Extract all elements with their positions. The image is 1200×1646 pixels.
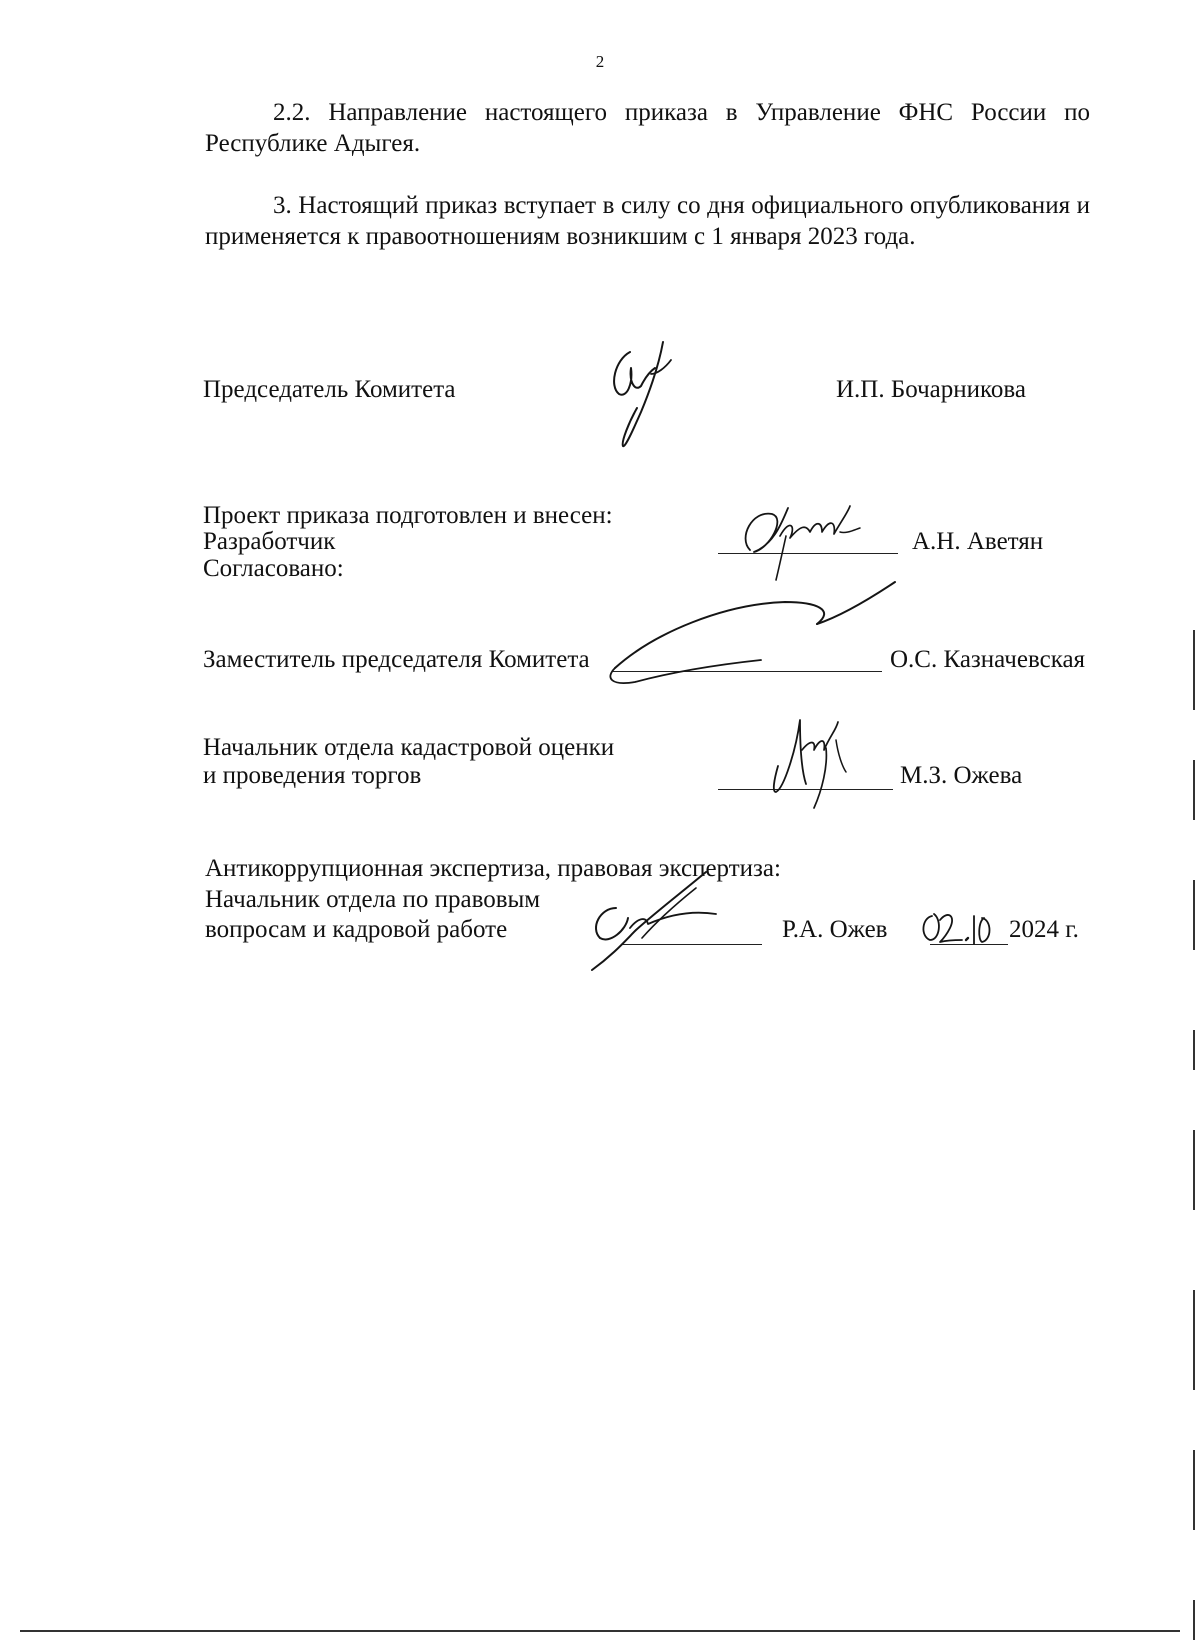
- developer-name: А.Н. Аветян: [912, 528, 1044, 555]
- scan-right-edge-mark: [1193, 1130, 1195, 1210]
- expertise-title-line1: Начальник отдела по правовым: [205, 886, 541, 913]
- scan-right-edge-mark: [1193, 1290, 1195, 1390]
- scan-right-edge-mark: [1193, 1030, 1195, 1070]
- chairman-title: Председатель Комитета: [203, 376, 456, 403]
- expertise-name: Р.А. Ожев: [782, 916, 888, 943]
- deputy-title: Заместитель председателя Комитета: [203, 646, 590, 673]
- expertise-signature: [586, 868, 746, 978]
- developer-signature: [730, 492, 890, 587]
- paragraph-2-2: 2.2. Направление настоящего приказа в Управление ФНС России по Республике Адыгея.: [205, 99, 1090, 157]
- agreed-label: Согласовано:: [203, 555, 344, 582]
- chairman-name: И.П. Бочарникова: [836, 376, 1026, 403]
- scan-bottom-border: [20, 1630, 1180, 1632]
- cadastral-head-title-line1: Начальник отдела кадастровой оценки: [203, 734, 615, 761]
- expertise-date-handwritten: [918, 906, 1000, 950]
- project-prepared-label: Проект приказа подготовлен и внесен:: [203, 502, 613, 529]
- cadastral-head-name: М.З. Ожева: [900, 762, 1023, 789]
- chairman-signature: [605, 338, 685, 458]
- developer-label: Разработчик: [203, 528, 336, 555]
- page-number: 2: [595, 52, 605, 71]
- scan-right-edge-mark: [1193, 1450, 1195, 1530]
- deputy-signature: [605, 578, 905, 698]
- expertise-title-line2: вопросам и кадровой работе: [205, 916, 508, 943]
- expertise-year: 2024 г.: [1009, 916, 1079, 943]
- scan-right-edge-mark: [1193, 880, 1195, 950]
- cadastral-head-title-line2: и проведения торгов: [203, 762, 422, 789]
- paragraph-3: 3. Настоящий приказ вступает в силу со дня официального опубликования и применяется к правоотношениям возникшим с 1 января 2023 года.: [205, 192, 1090, 250]
- scan-right-edge-mark: [1193, 630, 1195, 710]
- expertise-heading: Антикоррупционная экспертиза, правовая экспертиза:: [205, 855, 781, 882]
- scan-right-edge-mark: [1193, 760, 1195, 820]
- cadastral-head-signature: [766, 710, 866, 815]
- scan-right-edge-mark: [1193, 1600, 1195, 1640]
- deputy-name: О.С. Казначевская: [890, 646, 1086, 673]
